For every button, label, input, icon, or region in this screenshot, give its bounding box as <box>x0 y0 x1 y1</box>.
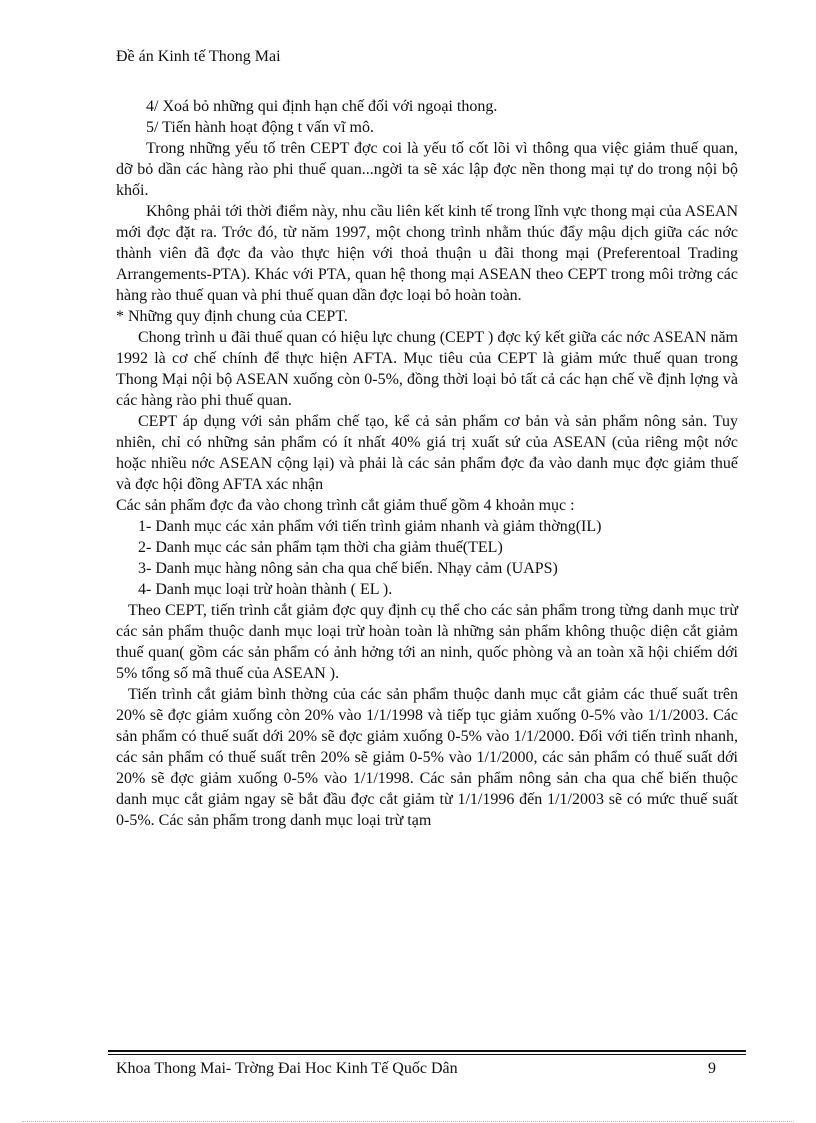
paragraph: 5/ Tiến hành hoạt động t vấn vĩ mô. <box>146 119 374 136</box>
footer-divider <box>108 1054 746 1055</box>
footer-text: Khoa Thong Mai- Trờng Đai Hoc Kinh Tế Quốc Dân <box>116 1060 458 1077</box>
document-body <box>116 96 738 831</box>
paragraph: Tiến trình cắt giảm bình thờng của các sản phẩm thuộc danh mục cắt giảm các thuế suất trên 20% sẽ đợc giảm xuống còn 20% vào 1/1/1998 và tiếp tục giảm xuống 0-5% vào 1/1/2003. Các sản phẩm có thuế suất dới 20% sẽ đợc giảm xuống 0-5% vào 1/1/2000. Đối với tiến trình nhanh, các sản phẩm có thuế suất trên 20% sẽ giảm 0-5% vào 1/1/2000, các sản phẩm có thuế suất dới 20% sẽ đợc giảm xuống 0-5% vào 1/1/1998. Các sản phẩm nông sản cha qua chế biến thuộc danh mục cắt giảm ngay sẽ bắt đầu đợc cắt giảm từ 1/1/1996 đến 1/1/2003 sẽ có mức thuế suất 0-5%. Các sản phẩm trong danh mục loại trừ tạm <box>116 686 738 829</box>
list-item: 1- Danh mục các xản phẩm với tiến trình giảm nhanh và giảm thờng(IL) <box>138 518 602 535</box>
page-number: 9 <box>708 1060 716 1077</box>
list-item: 3- Danh mục hàng nông sản cha qua chế biến. Nhạy cảm (UAPS) <box>138 560 558 577</box>
list-item: 2- Danh mục các sản phẩm tạm thời cha giảm thuế(TEL) <box>138 539 503 556</box>
paragraph: Chong trình u đãi thuế quan có hiệu lực chung (CEPT ) đợc ký kết giữa các nớc ASEAN năm 1992 là cơ chế chính để thực hiện AFTA. Mục tiêu của CEPT là giảm mức thuế quan trong Thong Mại nội bộ ASEAN xuống còn 0-5%, đồng thời loại bỏ tất cả các hạn chế về định lợng và các hàng rào phi thuế quan. <box>116 329 738 409</box>
paragraph: Các sản phẩm đợc đa vào chong trình cắt giảm thuế gồm 4 khoản mục : <box>116 497 575 514</box>
footer-divider <box>108 1050 746 1052</box>
page-edge <box>22 1121 794 1122</box>
paragraph: 4/ Xoá bỏ những qui định hạn chế đối với ngoại thong. <box>146 98 498 115</box>
paragraph: Theo CEPT, tiến trình cắt giảm đợc quy định cụ thể cho các sản phẩm trong từng danh mục trừ các sản phẩm thuộc danh mục loại trừ hoàn toàn là những sản phẩm không thuộc diện cắt giảm thuế quan( gồm các sản phẩm có ảnh hởng tới an ninh, quốc phòng và an toàn xã hội chiếm dới 5% tổng số mã thuế của ASEAN ). <box>116 602 738 682</box>
paragraph: Trong những yếu tố trên CEPT đợc coi là yếu tố cốt lõi vì thông qua việc giảm thuế quan, dỡ bỏ dần các hàng rào phi thuế quan...ngời ta sẽ xác lập đợc nền thong mại tự do trong nội bộ khối. <box>116 140 738 199</box>
paragraph: CEPT áp dụng với sản phẩm chế tạo, kể cả sản phẩm cơ bản và sản phẩm nông sản. Tuy nhiên, chỉ có những sản phẩm có ít nhất 40% giá trị xuất sứ của ASEAN (của riêng một nớc hoặc nhiều nớc ASEAN cộng lại) và phải là các sản phẩm đợc đa vào danh mục đợc giảm thuế và đợc hội đồng AFTA xác nhận <box>116 413 738 493</box>
list-item: 4- Danh mục loại trừ hoàn thành ( EL ). <box>138 581 393 598</box>
paragraph: Không phải tới thời điểm này, nhu cầu liên kết kinh tế trong lĩnh vực thong mại của ASEAN mới đợc đặt ra. Trớc đó, từ năm 1997, một chong trình nhằm thúc đẩy mậu dịch giữa các nớc thành viên đã đợc đa vào thực hiện với thoả thuận u đãi thong mại (Preferentoal Trading Arrangements-PTA). Khác với PTA, quan hệ thong mại ASEAN theo CEPT trong môi trờng các hàng rào thuế quan và phi thuế quan dần đợc loại bỏ hoàn toàn. <box>116 203 738 304</box>
page-header: Đề án Kinh tế Thong Mai <box>116 48 281 65</box>
section-heading: * Những quy định chung của CEPT. <box>116 308 348 325</box>
